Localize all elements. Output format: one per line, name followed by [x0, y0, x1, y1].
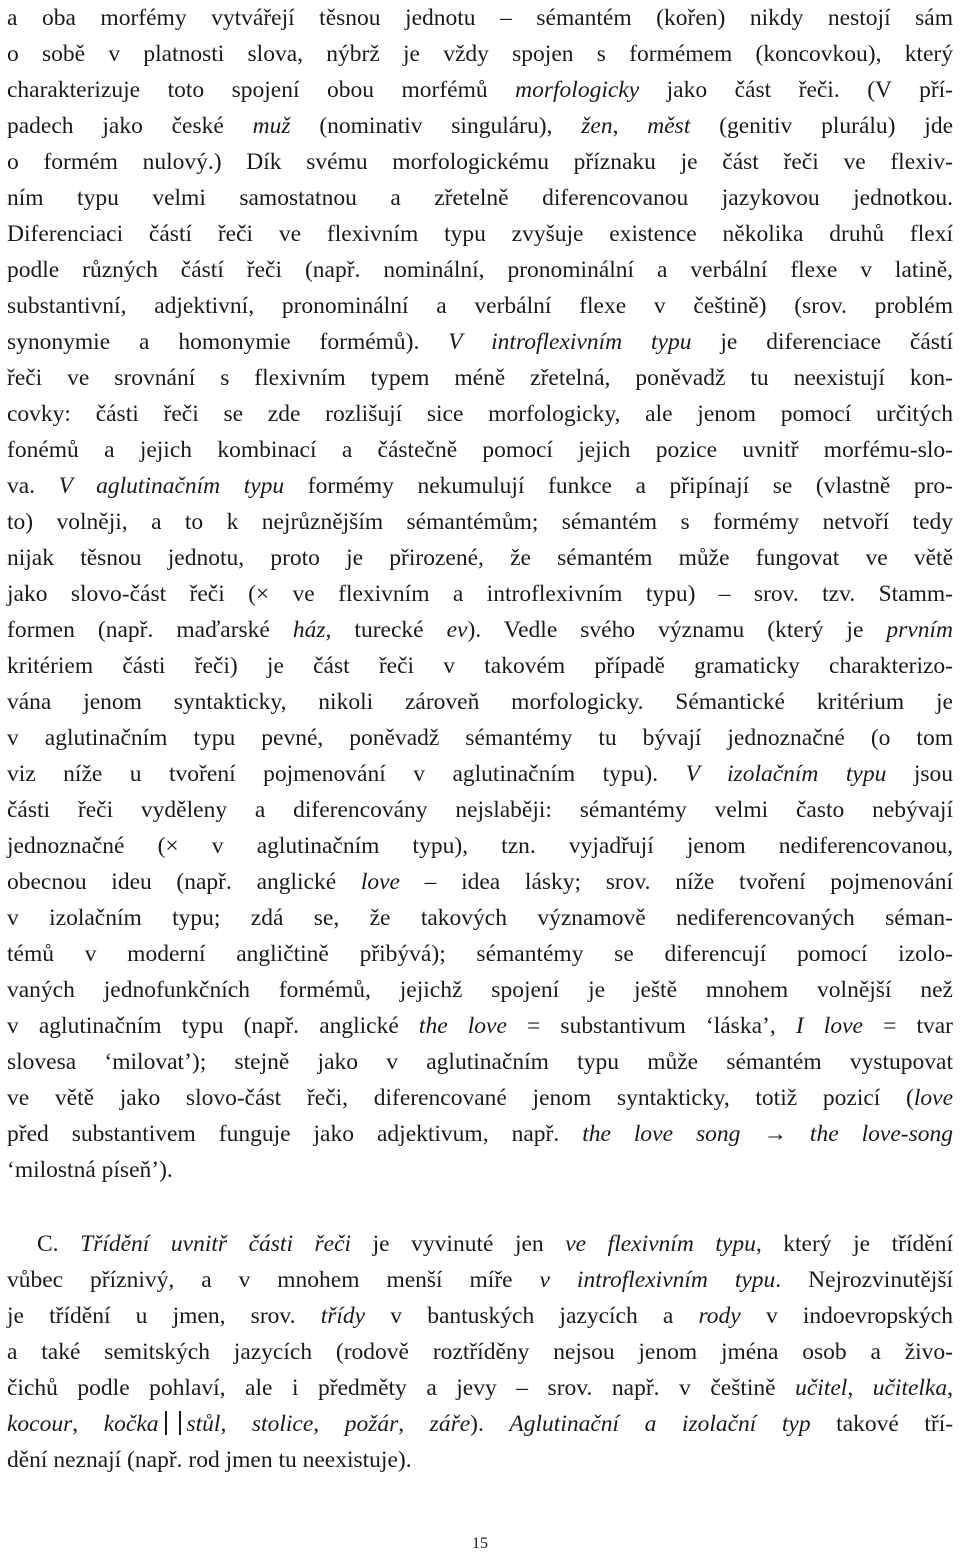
- text-segment: v aglutinačním typu (např. anglické: [7, 1013, 419, 1039]
- text-segment: charakterizuje toto spojení obou morfémů: [7, 77, 516, 103]
- text-segment: (genitiv plurálu) jde: [690, 113, 953, 139]
- italic-text: ve flexivním typu: [565, 1231, 756, 1257]
- text-segment: ‘milostná píseň’).: [7, 1157, 173, 1183]
- text-line: [7, 576, 953, 612]
- page-number: 15: [472, 1535, 488, 1552]
- italic-text: požár: [344, 1411, 399, 1437]
- text-segment: jsou: [886, 761, 953, 787]
- text-segment: vána jenom syntakticky, nikoli zároveň morfologicky. Sémantické kritérium je: [7, 689, 953, 715]
- italic-text: rody: [698, 1303, 741, 1329]
- text-line: [7, 972, 953, 1008]
- italic-text: záře: [429, 1411, 471, 1437]
- text-segment: ). Vedle svého významu (který je: [467, 617, 887, 643]
- italic-text: kocour: [7, 1411, 73, 1437]
- text-segment: a také semitských jazycích (rodově roztříděny nejsou jenom jména osob a živo-: [7, 1339, 953, 1365]
- text-segment: o formém nulový.) Dík svému morfologickému příznaku je část řeči ve flexiv-: [7, 149, 953, 175]
- text-segment: obecnou ideu (např. anglické: [7, 869, 361, 895]
- italic-text: V introflexivním typu: [448, 329, 692, 355]
- text-segment: o sobě v platnosti slova, nýbrž je vždy spojen s formémem (koncovkou), který: [7, 41, 953, 67]
- text-line: [7, 1226, 953, 1262]
- text-line: [7, 468, 953, 504]
- text-line: [7, 1298, 953, 1334]
- text-line: [7, 0, 953, 36]
- italic-text: žen: [581, 113, 613, 139]
- text-segment: je vyvinuté jen: [351, 1231, 566, 1257]
- italic-text: stůl: [186, 1411, 221, 1437]
- text-line: [7, 432, 953, 468]
- text-segment: jednoznačné (× v aglutinačním typu), tzn. vyjadřují jenom nediferencovanou,: [7, 833, 953, 859]
- text-segment: před substantivem funguje jako adjektivum, např.: [7, 1121, 583, 1147]
- text-segment: slovesa ‘milovat’); stejně jako v aglutinačním typu může sémantém vystupovat: [7, 1049, 953, 1075]
- text-line: [7, 360, 953, 396]
- text-segment: části řeči vyděleny a diferencovány nejslaběji: sémantémy velmi často nebývají: [7, 797, 953, 823]
- text-segment: . Nejrozvinutější: [775, 1267, 953, 1293]
- text-segment: ,: [398, 1411, 430, 1437]
- text-segment: Diferenciaci částí řeči ve flexivním typu zvyšuje existence několika druhů flexí: [7, 221, 953, 247]
- text-segment: je třídění u jmen, srov.: [7, 1303, 321, 1329]
- italic-text: ház: [292, 617, 326, 643]
- text-line: [7, 936, 953, 972]
- text-line: [7, 792, 953, 828]
- text-segment: C.: [37, 1231, 81, 1257]
- text-segment: témů v moderní angličtině přibývá); sémantémy se diferencují pomocí izolo-: [7, 941, 953, 967]
- text-line: [7, 108, 953, 144]
- italic-text: učitelka: [872, 1375, 948, 1401]
- text-line: [7, 648, 953, 684]
- text-segment: ,: [612, 113, 648, 139]
- italic-text: V izolačním typu: [685, 761, 887, 787]
- text-line: [7, 684, 953, 720]
- text-line: [7, 1262, 953, 1298]
- text-segment: ním typu velmi samostatnou a zřetelně diferencovanou jazykovou jednotkou.: [7, 185, 953, 211]
- text-line: [7, 72, 953, 108]
- text-segment: padech jako české: [7, 113, 253, 139]
- italic-text: the love-song: [809, 1121, 953, 1147]
- text-segment: řeči ve srovnání s flexivním typem méně zřetelná, poněvadž tu neexistují kon-: [7, 365, 953, 391]
- text-segment: vůbec příznivý, a v mnohem menší míře: [7, 1267, 540, 1293]
- text-segment: takové tří-: [810, 1411, 954, 1437]
- italic-text: učitel: [795, 1375, 848, 1401]
- text-segment: va.: [7, 473, 59, 499]
- text-segment: covky: části řeči se zde rozlišují sice morfologicky, ale jenom pomocí určitých: [7, 401, 953, 427]
- text-segment: formémy nekumulují funkce a připínají se (vlastně pro-: [284, 473, 953, 499]
- italic-text: the love: [418, 1013, 507, 1039]
- text-segment: , turecké: [325, 617, 447, 643]
- text-segment: ,: [847, 1375, 873, 1401]
- text-segment: synonymie a homonymie formémů).: [7, 329, 449, 355]
- italic-text: Třídění uvnitř části řeči: [80, 1231, 352, 1257]
- text-segment: ,: [313, 1411, 345, 1437]
- text-segment: , který je třídění: [755, 1231, 953, 1257]
- text-line: [7, 1406, 953, 1442]
- text-segment: ve větě jako slovo-část řeči, diferencované jenom syntakticky, totiž pozicí (: [7, 1085, 914, 1111]
- text-segment: = tvar: [862, 1013, 953, 1039]
- text-line: [7, 36, 953, 72]
- italic-text: love: [913, 1085, 953, 1111]
- text-line: [7, 1334, 953, 1370]
- italic-text: měst: [647, 113, 691, 139]
- text-segment: →: [740, 1121, 810, 1147]
- text-line: [7, 1370, 953, 1406]
- text-line: [7, 540, 953, 576]
- text-segment: kritériem části řeči) je část řeči v takovém případě gramaticky charakterizo-: [7, 653, 953, 679]
- italic-text: morfologicky: [515, 77, 640, 103]
- text-segment: v aglutinačním typu pevné, poněvadž sémantémy tu bývají jednoznačné (o tom: [7, 725, 953, 751]
- text-segment: – idea lásky; srov. níže tvoření pojmenování: [399, 869, 953, 895]
- text-segment: (nominativ singuláru),: [290, 113, 582, 139]
- text-segment: nijak těsnou jednotu, proto je přirozené, že sémantém může fungovat ve větě: [7, 545, 953, 571]
- text-segment: podle různých částí řeči (např. nominální, pronominální a verbální flexe v latině,: [7, 257, 953, 283]
- text-line: [7, 324, 953, 360]
- text-segment: v bantuských jazycích a: [365, 1303, 699, 1329]
- text-segment: ,: [72, 1411, 104, 1437]
- text-line: [7, 288, 953, 324]
- italic-text: stolice: [251, 1411, 314, 1437]
- text-line: [7, 864, 953, 900]
- text-line: [7, 612, 953, 648]
- text-segment: to) volněji, a to k nejrůznějším sémantémům; sémantém s formémy netvoří tedy: [7, 509, 953, 535]
- text-line: [7, 900, 953, 936]
- text-segment: v izolačním typu; zdá se, že takových významově nediferencovaných séman-: [7, 905, 953, 931]
- text-segment: jako slovo-část řeči (× ve flexivním a introflexivním typu) – srov. tzv. Stamm-: [7, 581, 953, 607]
- text-segment: fonémů a jejich kombinací a částečně pomocí jejich pozice uvnitř morfému-slo-: [7, 437, 953, 463]
- text-line: [7, 1116, 953, 1152]
- text-segment: dění neznají (např. rod jmen tu neexistuje).: [7, 1447, 412, 1473]
- italic-text: love: [360, 869, 400, 895]
- text-line: [7, 396, 953, 432]
- italic-text: muž: [252, 113, 291, 139]
- text-segment: = substantivum ‘láska’,: [506, 1013, 796, 1039]
- text-line: [7, 720, 953, 756]
- text-segment: ,: [220, 1411, 252, 1437]
- italic-text: ev: [446, 617, 468, 643]
- italic-text: třídy: [320, 1303, 366, 1329]
- text-segment: vaných jednofunkčních formémů, jejichž spojení je ještě mnohem volnější než: [7, 977, 953, 1003]
- text-segment: substantivní, adjektivní, pronominální a verbální flexe v češtině) (srov. problém: [7, 293, 953, 319]
- text-segment: a oba morfémy vytvářejí těsnou jednotu – sémantém (kořen) nikdy nestojí sám: [7, 5, 953, 31]
- text-segment: ,: [947, 1375, 953, 1401]
- text-segment: je diferenciace částí: [691, 329, 953, 355]
- text-line: [7, 216, 953, 252]
- text-line: [7, 252, 953, 288]
- text-segment: v indoevropských: [740, 1303, 953, 1329]
- text-segment: viz níže u tvoření pojmenování v aglutinačním typu).: [7, 761, 686, 787]
- italic-text: prvním: [886, 617, 953, 643]
- text-line: [7, 756, 953, 792]
- text-line: [7, 1080, 953, 1116]
- italic-text: v introflexivním typu: [539, 1267, 776, 1293]
- text-line: [7, 1152, 953, 1188]
- text-line: [7, 1044, 953, 1080]
- italic-text: V aglutinačním typu: [58, 473, 285, 499]
- text-segment: formen (např. maďarské: [7, 617, 293, 643]
- text-line: [7, 828, 953, 864]
- text-line: [7, 1008, 953, 1044]
- italic-text: I love: [795, 1013, 863, 1039]
- text-line: [7, 1442, 953, 1478]
- italic-text: the love song: [582, 1121, 741, 1147]
- italic-text: Aglutinační a izolační typ: [509, 1411, 811, 1437]
- double-bar-separator: [165, 1411, 181, 1435]
- text-line: [7, 504, 953, 540]
- text-line: [7, 144, 953, 180]
- italic-text: kočka: [103, 1411, 159, 1437]
- text-segment: jako část řeči. (V pří-: [639, 77, 954, 103]
- text-segment: ).: [470, 1411, 510, 1437]
- text-segment: čichů podle pohlaví, ale i předměty a jevy – srov. např. v češtině: [7, 1375, 796, 1401]
- text-line: [7, 180, 953, 216]
